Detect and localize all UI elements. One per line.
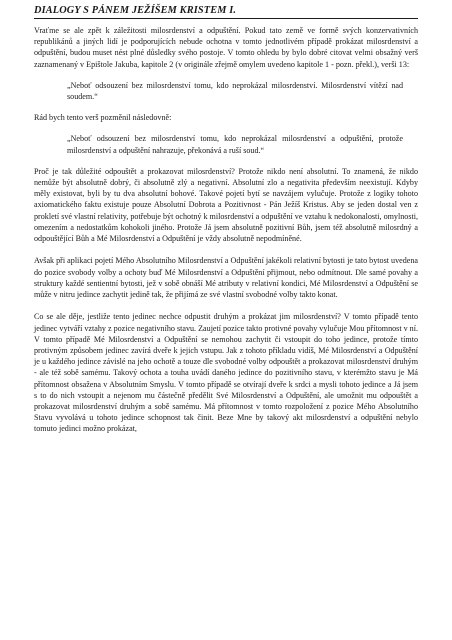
paragraph-free-choice: Avšak při aplikaci pojetí Mého Absolutního Milosrdenství a Odpuštění jakékoli relativní bytosti je tato bytost uvedena do pozice svobody volby a ochoty buď Mé Milosrdenství a Odpuštění přijmout, nebo odmítnout. Dle samé povahy a struktury každé sentientní bytosti, jež v sobě obnáší Mé atributy v relativní kondici, Mé Milosrdenství a Odpuštění se může v nitru jedince zachytit jedině tak, že přijímá ze své vlastní svobodné volby takto konat. <box>34 256 418 300</box>
paragraph-intro: Vraťme se ale zpět k záležitosti milosrdenství a odpuštění. Pokud tato země ve formě svých konzervativních republikánů a jiných lidí je podporujících nebude ochotna v tomto jednotlivém případě prokázat milosrdenství a odpuštění, budou muset nést plné důsledky svého postoje. V tomto ohledu by bylo dobré citovat velmi obsažný verš zaznamenaný v Epištole Jakuba, kapitole 2 (v originále zřejmě omylem uvedeno kapitole 1 - pozn. překl.), verši 13: <box>34 26 418 69</box>
paragraph-why-forgive: Proč je tak důležité odpouštět a prokazovat milosrdenství? Protože nikdo není absolutní. To znamená, že nikdo nemůže být absolutně dobrý, či absolutně zlý a negativní. Absolutní zlo a negativita především neexistují. Kdyby měly existovat, byli by tu dva absolutní bohové. Takové pojetí bytí se navzájem vylučuje. Protože z logiky tohoto axiomatického faktu existuje pouze Absolutní Dobrota a Pozitivnost - Pán Ježíš Kristus. Aby se jeden dostal ven z prokletí své vlastní relativity, potřebuje být ochotný k milosrdenství a odpuštění ve vztahu k nedokonalosti, omylnosti, omezením a nedostatkům kohokoli jiného. Protože Já jsem absolutně pozitivní Bůh, jsem též absolutně milosrdný a odpouštějící Bůh a Mé Milosrdenství a Odpuštění je vždy absolutně nepodmíněné. <box>34 166 418 244</box>
quote-modified-verse: „Neboť odsouzení bez milosrdenství tomu, kdo neprokázal milosrdenství a odpuštění, protože milosrdenství a odpuštění nahrazuje, překonává a ruší soud.“ <box>67 134 403 155</box>
paragraph-modification: Rád bych tento verš pozměnil následovně: <box>34 113 172 123</box>
quote-original-verse: „Neboť odsouzení bez milosrdenství tomu, kdo neprokázal milosrdenství. Milosrdenství vítězí nad soudem.“ <box>67 80 403 102</box>
paragraph-refusal: Co se ale děje, jestliže tento jedinec nechce odpustit druhým a prokázat jim milosrdenství? V tomto případě tento jedinec vytváří vztahy z pozice negativního stavu. Zaujetí pozice takto protivné povahy vylučuje Mou přítomnost v ní. V tomto případě Mé Milosrdenství a Odpuštění se nemohou zachytit či vstoupit do toho jedince, protože tímto protivným způsobem jedinec zavírá dveře k jejich vstupu. Jak z tohoto příkladu vidíš, Mé Milosrdenství a Odpuštění je u každého jedince závislé na jeho ochotě a touze dle svobodné volby odpouštět a prokazovat milosrdenství druhým - ale též sobě samému. Takový ochota a touha uvádí daného jedince do pozitivního stavu, v kterémžto stavu je Má přítomnost obsažena v Absolutním Smyslu. V tomto případě se otvírají dveře k srdci a mysli tohoto jedince a Já jsem s to do nich vstoupit a nejenom mu částečně předělit Své Milosrdenství a Odpuštění, ale umožnit mu odpouštět a prokazovat milosrdenství druhým a sobě samému. Má přítomnost v tomto rozpoložení z pozice Mého Absolutního Stavu vyvolává u tohoto jedince schopnost tak činit. Beze Mne by takový akt milosrdenství a odpuštění nebylo tomuto jedinci možno prokázat, <box>34 312 418 434</box>
page-title: DIALOGY S PÁNEM JEŽÍŠEM KRISTEM I. <box>34 4 418 19</box>
document-body <box>34 25 418 435</box>
